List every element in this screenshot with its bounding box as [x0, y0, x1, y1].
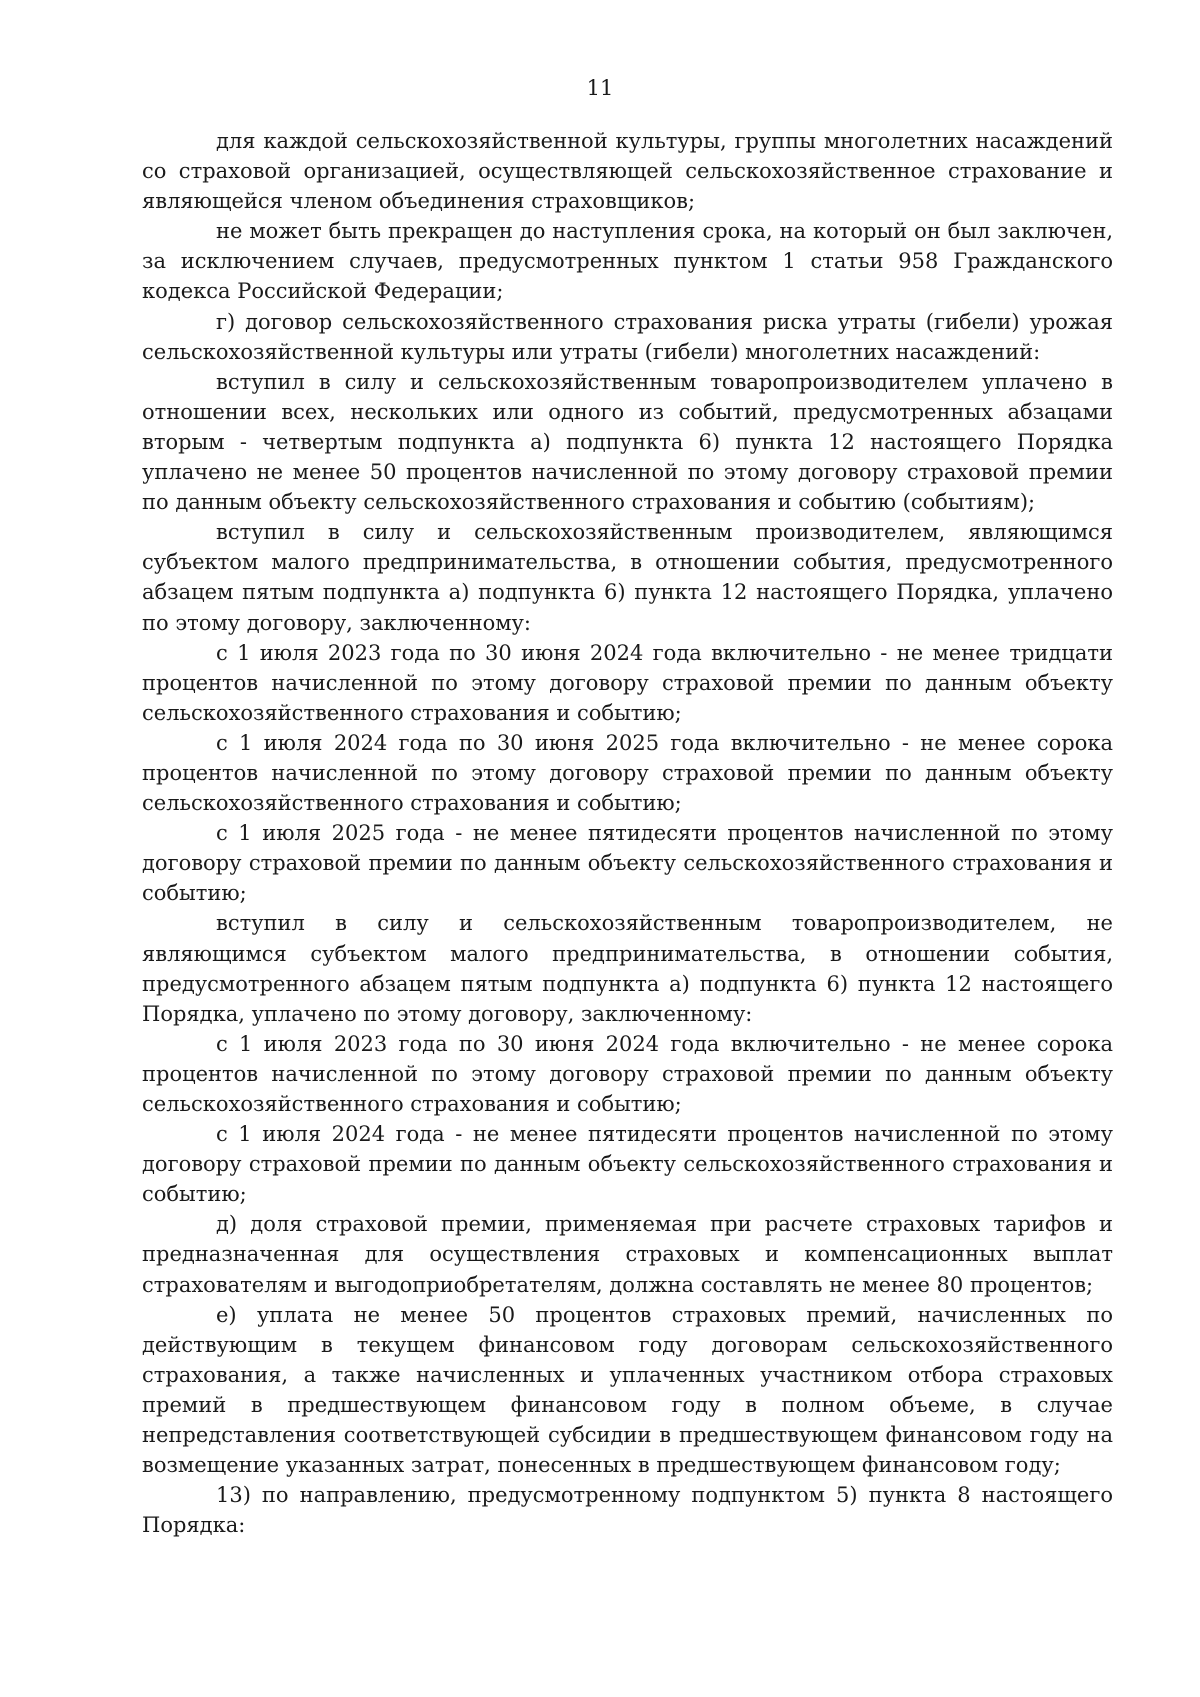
document-body — [142, 126, 1113, 1540]
paragraph: вступил в силу и сельскохозяйственным товаропроизводителем, не являющимся субъектом малого предпринимательства, в отношении события, предусмотренного абзацем пятым подпункта а) подпункта 6) пункта 12 настоящего Порядка, уплачено по этому договору, заключенному: — [142, 911, 1113, 1026]
paragraph: д) доля страховой премии, применяемая при расчете страховых тарифов и предназначенная для осуществления страховых и компенсационных выплат страхователям и выгодоприобретателям, должна составлять не менее 80 процентов; — [142, 1212, 1113, 1297]
paragraph: вступил в силу и сельскохозяйственным товаропроизводителем уплачено в отношении всех, нескольких или одного из событий, предусмотренных абзацами вторым - четвертым подпункта а) подпункта 6) пункта 12 настоящего Порядка уплачено не менее 50 процентов начисленной по этому договору страховой премии по данным объекту сельскохозяйственного страхования и событию (событиям); — [142, 369, 1113, 515]
page-number: 11 — [586, 76, 614, 100]
paragraph: с 1 июля 2025 года - не менее пятидесяти процентов начисленной по этому договору страховой премии по данным объекту сельскохозяйственного страхования и событию; — [142, 821, 1113, 906]
paragraph: не может быть прекращен до наступления срока, на который он был заключен, за исключением случаев, предусмотренных пунктом 1 статьи 958 Гражданского кодекса Российской Федерации; — [142, 219, 1113, 304]
paragraph: с 1 июля 2023 года по 30 июня 2024 года включительно - не менее сорока процентов начисленной по этому договору страховой премии по данным объекту сельскохозяйственного страхования и событию; — [142, 1031, 1113, 1116]
paragraph: вступил в силу и сельскохозяйственным производителем, являющимся субъектом малого предпринимательства, в отношении события, предусмотренного абзацем пятым подпункта а) подпункта 6) пункта 12 настоящего Порядка, уплачено по этому договору, заключенному: — [142, 520, 1113, 635]
paragraph: г) договор сельскохозяйственного страхования риска утраты (гибели) урожая сельскохозяйственной культуры или утраты (гибели) многолетних насаждений: — [142, 309, 1113, 364]
paragraph: с 1 июля 2024 года по 30 июня 2025 года включительно - не менее сорока процентов начисленной по этому договору страховой премии по данным объекту сельскохозяйственного страхования и событию; — [142, 730, 1113, 816]
paragraph: с 1 июля 2024 года - не менее пятидесяти процентов начисленной по этому договору страховой премии по данным объекту сельскохозяйственного страхования и событию; — [142, 1122, 1113, 1207]
paragraph: для каждой сельскохозяйственной культуры, группы многолетних насаждений со страховой организацией, осуществляющей сельскохозяйственное страхование и являющейся членом объединения страховщиков; — [142, 129, 1113, 214]
paragraph: с 1 июля 2023 года по 30 июня 2024 года включительно - не менее тридцати процентов начисленной по этому договору страховой премии по данным объекту сельскохозяйственного страхования и событию; — [142, 640, 1113, 725]
paragraph: 13) по направлению, предусмотренному подпунктом 5) пункта 8 настоящего Порядка: — [142, 1483, 1113, 1538]
paragraph: е) уплата не менее 50 процентов страховых премий, начисленных по действующим в текущем финансовом году договорам сельскохозяйственного страхования, а также начисленных и уплаченных участником отбора страховых премий в предшествующем финансовом году в полном объеме, в случае непредставления соответствующей субсидии в предшествующем финансовом году на возмещение указанных затрат, понесенных в предшествующем финансовом году; — [142, 1302, 1113, 1478]
